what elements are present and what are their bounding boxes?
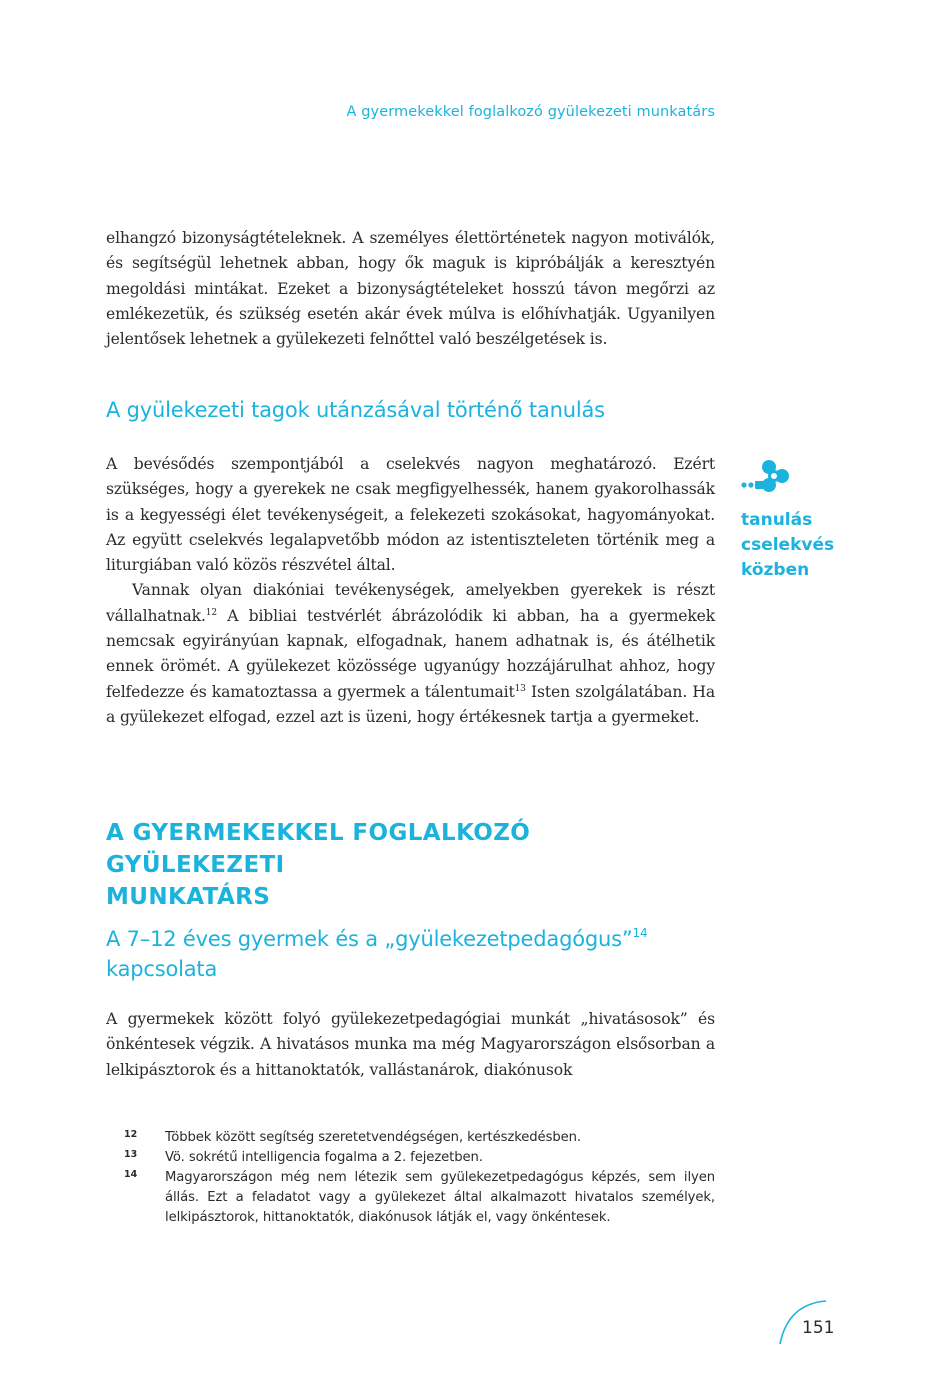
section-learning-by-imitation xyxy=(106,395,715,425)
key-icon xyxy=(741,456,793,496)
heading-part-a: A 7–12 éves gyermek és a „gyülekezetpedagógus” xyxy=(106,927,633,951)
section-heading xyxy=(106,924,715,984)
margin-note-line: közben xyxy=(741,560,810,580)
footnote xyxy=(124,1168,715,1228)
footnote-number: 12 xyxy=(124,1129,138,1140)
running-header: A gyermekekkel foglalkozó gyülekezeti munkatárs xyxy=(346,104,715,120)
footnote-ref-14: 14 xyxy=(632,926,648,940)
footnote-number: 13 xyxy=(124,1149,138,1160)
paragraph2-part-b: A bibliai testvérlét ábrázolódik ki abban, ha a gyermekek nemcsak egyirányúan kapnak, elfogadnak, hanem adhatnak is, és átélhetik ennek örömét. A gyülekezet közössége ugyanúgy hozzájárulhat ahhoz, hogy felfedezze és kamatoztassa a gyermek a tálentumait xyxy=(106,606,715,701)
footnote-ref-12: 12 xyxy=(205,607,217,618)
footnote-text: Vö. sokrétű intelligencia fogalma a 2. fejezetben. xyxy=(165,1150,483,1165)
footnote xyxy=(124,1128,715,1148)
page-number: 151 xyxy=(802,1318,835,1338)
margin-note-line: tanulás xyxy=(741,510,813,530)
section2-paragraph: A gyermekek között folyó gyülekezetpedagógiai munkát „hivatásosok” és önkéntesek végzik. A hivatásos munka ma még Magyarországon elsősorban a lelkipásztorok és a hittanoktatók, vallástanárok, diakónusok xyxy=(106,1010,715,1079)
footnote-text: Többek között segítség szeretetvendégségen, kertészkedésben. xyxy=(165,1130,581,1145)
heading-part-b: kapcsolata xyxy=(106,957,218,981)
section2-body xyxy=(106,1007,715,1083)
section-heading: A gyülekezeti tagok utánzásával történő tanulás xyxy=(106,398,605,422)
footnote-text: Magyarországon még nem létezik sem gyülekezetpedagógus képzés, sem ilyen állás. Ezt a feladatot vagy a gyülekezet által alkalmazott hivatalos személyek, lelkipásztorok, hittanoktatók, diakónusok látják el, vagy önkéntesek. xyxy=(165,1170,715,1225)
paragraph2-part-c: Isten szolgálatában. Ha a gyülekezet elfogad, ezzel azt is üzeni, hogy értékesnek tartja a gyermeket. xyxy=(106,682,715,726)
paragraph2-part-a: Vannak olyan diakóniai tevékenységek, amelyekben gyerekek is részt vállalhatnak. xyxy=(106,581,715,625)
section1-paragraph1: A bevésődés szempontjából a cselekvés nagyon meghatározó. Ezért szükséges, hogy a gyerekek ne csak megfigyelhessék, hanem gyakorolhassák is a kegyességi élet tevékenységeit, a felekezeti szokásokat, hagyományokat. Az együtt cselekvés legalapvetőbb módon az istentiszteleten történik meg a liturgiában való közös részvétel által. xyxy=(106,455,715,575)
chapter-heading-line: A GYERMEKEKKEL FOGLALKOZÓ GYÜLEKEZETI xyxy=(106,820,531,878)
chapter-heading-line: MUNKATÁRS xyxy=(106,884,271,910)
section-child-relationship xyxy=(106,924,715,984)
intro-text-block xyxy=(106,226,715,352)
footnotes xyxy=(124,1128,715,1228)
footnote xyxy=(124,1148,715,1168)
section1-body xyxy=(106,452,715,730)
section1-paragraph2 xyxy=(106,578,715,730)
margin-note xyxy=(741,456,871,583)
chapter-heading xyxy=(106,817,715,913)
intro-paragraph: elhangzó bizonyságtételeknek. A személyes élettörténetek nagyon motiválók, és segítségül lehetnek abban, hogy ők maguk is kipróbálják a keresztyén megoldási mintákat. Ezeket a bizonyságtételeket hosszú távon megőrzi az emlékezetük, és szükség esetén akár évek múlva is előhívhatják. Ugyanilyen jelentősek lehetnek a gyülekezeti felnőttel való beszélgetések is. xyxy=(106,229,715,349)
footnote-ref-13: 13 xyxy=(514,683,526,694)
margin-note-line: cselekvés xyxy=(741,535,835,555)
footnote-number: 14 xyxy=(124,1169,138,1180)
